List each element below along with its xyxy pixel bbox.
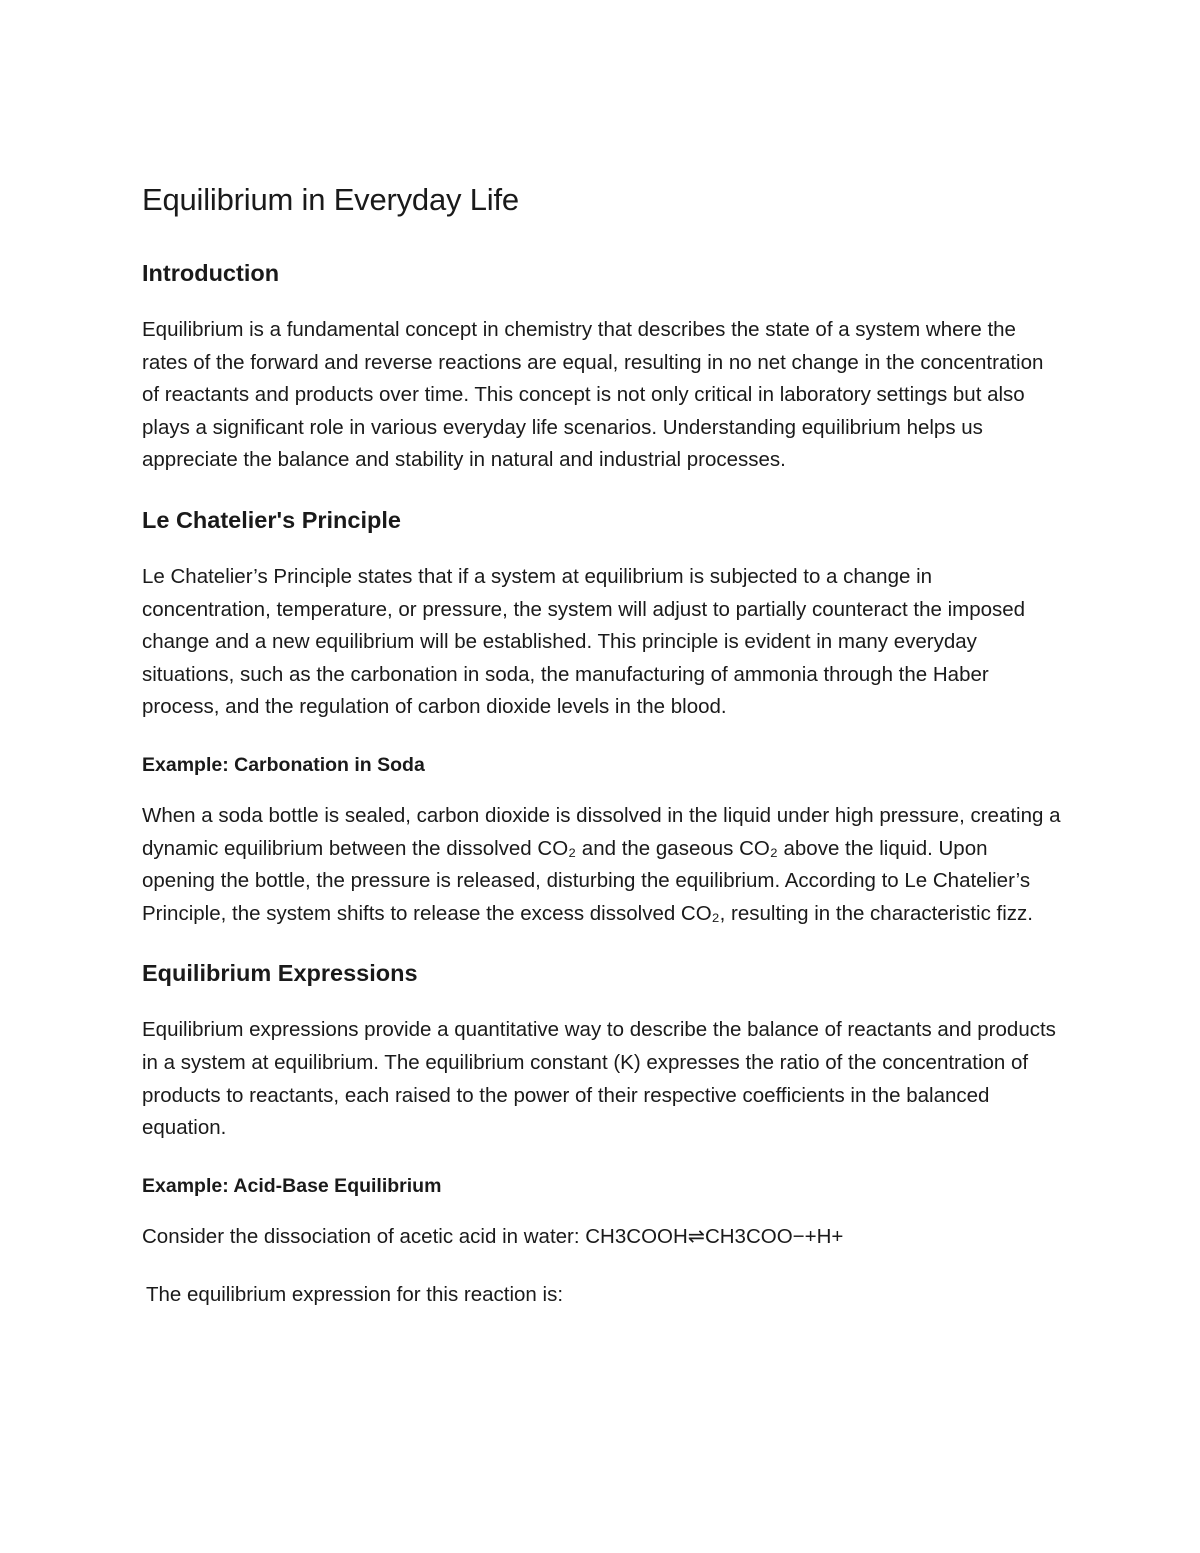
- introduction-paragraph: Equilibrium is a fundamental concept in chemistry that describes the state of a system where the rates of the forward and reverse reactions are equal, resulting in no net change in the concentration of reactants and products over time. This concept is not only critical in laboratory settings but also plays a significant role in various everyday life scenarios. Understanding equilibrium helps us appreciate the balance and stability in natural and industrial processes.: [142, 318, 1044, 472]
- acid-base-example-heading: Example: Acid-Base Equilibrium: [142, 1174, 442, 1197]
- introduction-heading: Introduction: [142, 260, 280, 286]
- expression-intro-paragraph: The equilibrium expression for this reaction is:: [146, 1283, 564, 1307]
- soda-example-paragraph: When a soda bottle is sealed, carbon dioxide is dissolved in the liquid under high pressure, creating a dynamic equilibrium between the dissolved CO₂ and the gaseous CO₂ above the liquid. Upon opening the bottle, the pressure is released, disturbing the equilibrium. According to Le Chatelier’s Principle, the system shifts to release the excess dissolved CO₂, resulting in the characteristic fizz.: [142, 803, 1061, 925]
- document-page: [142, 178, 1062, 1338]
- document-title: Equilibrium in Everyday Life: [142, 182, 519, 217]
- le-chatelier-heading: Le Chatelier's Principle: [142, 506, 401, 533]
- acid-base-example-paragraph: Consider the dissociation of acetic acid in water: CH3COOH⇌CH3COO−+H+: [142, 1224, 844, 1248]
- expressions-paragraph: Equilibrium expressions provide a quantitative way to describe the balance of reactants and products in a system at equilibrium. The equilibrium constant (K) expresses the ratio of the concentration of products to reactants, each raised to the power of their respective coefficients in the balanced equation.: [142, 1018, 1056, 1140]
- le-chatelier-paragraph: Le Chatelier’s Principle states that if a system at equilibrium is subjected to a change in concentration, temperature, or pressure, the system will adjust to partially counteract the imposed change and a new equilibrium will be established. This principle is evident in many everyday situations, such as the carbonation in soda, the manufacturing of ammonia through the Haber process, and the regulation of carbon dioxide levels in the blood.: [142, 564, 1026, 719]
- expressions-heading: Equilibrium Expressions: [142, 960, 418, 987]
- soda-example-heading: Example: Carbonation in Soda: [142, 753, 425, 776]
